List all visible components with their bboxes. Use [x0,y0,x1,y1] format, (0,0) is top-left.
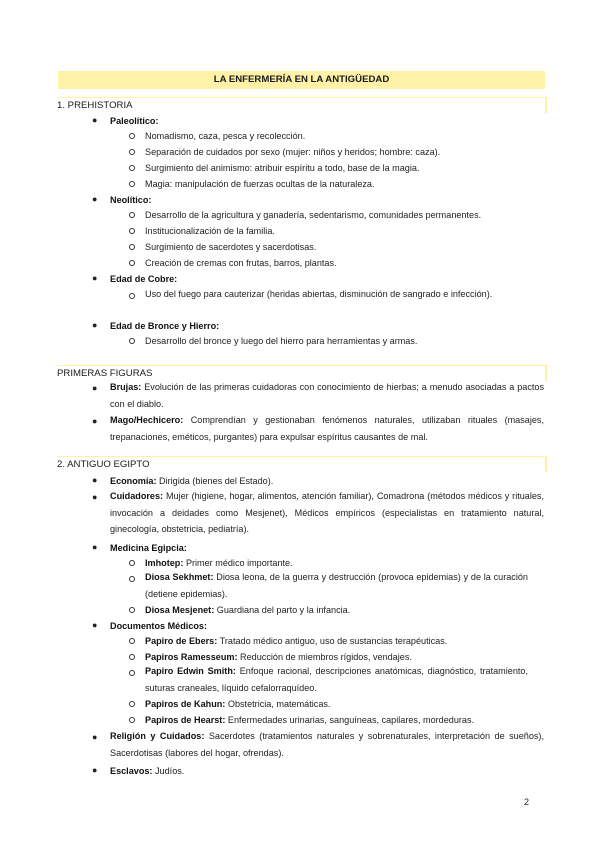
list-item: Surgimiento de sacerdotes y sacerdotisas. [145,242,317,252]
list-item: Desarrollo de la agricultura y ganadería, sedentarismo, comunidades permanentes. [145,210,482,220]
cobre-label: Edad de Cobre: [110,274,178,284]
list-item: Creación de cremas con frutas, barros, plantas. [145,258,337,268]
paleolitico-label: Paleolítico: [110,116,159,126]
bullet-icon: ● [92,320,98,330]
circle-bullet-icon [129,654,135,660]
list-item: Imhotep: Primer médico importante. [145,558,293,568]
circle-bullet-icon [129,212,135,218]
bullet-icon: ● [92,115,98,125]
bullet-icon: ● [92,273,98,283]
list-item: Diosa Sekhmet: Diosa leona, de la guerra y destrucción (provoca epidemias) y de la curación (detiene epidemias). [145,572,528,599]
mago-paragraph: Mago/Hechicero: Comprendían y gestionaban fenómenos naturales, utilizaban rituales (masajes, trepanaciones, eméticos, purgantes) para expulsar espíritus causantes de mal. [110,415,544,442]
list-item: Papiros Ramesseum: Reducción de miembros rígidos, vendajes. [145,652,412,662]
bullet-icon: ● [92,475,98,485]
list-item: Papiro Edwin Smith: Enfoque racional, descripciones anatómicas, diagnóstico, tratamiento, suturas craneales, líquido cefalorraquídeo. [145,666,528,693]
bullet-icon: ● [92,542,98,552]
section-heading-egipto: 2. ANTIGUO EGIPTO [57,456,547,472]
circle-bullet-icon [129,228,135,234]
bullet-icon: ● [92,620,98,630]
bullet-icon: ● [92,492,98,502]
list-item: Papiro de Ebers: Tratado médico antiguo, uso de sustancias terapéuticas. [145,636,448,646]
list-item: Nomadismo, caza, pesca y recolección. [145,131,306,141]
list-item: Surgimiento del animismo: atribuir espíritu a todo, base de la magia. [145,163,420,173]
circle-bullet-icon [129,244,135,250]
circle-bullet-icon [129,638,135,644]
circle-bullet-icon [129,560,135,566]
circle-bullet-icon [129,149,135,155]
brujas-paragraph: Brujas: Evolución de las primeras cuidadoras con conocimiento de hierbas; a menudo asociadas a pactos con el diablo. [110,382,544,409]
list-item: Papiros de Kahun: Obstetricia, matemáticas. [145,699,331,709]
list-item: Magia: manipulación de fuerzas ocultas de la naturaleza. [145,179,375,189]
circle-bullet-icon [129,260,135,266]
page-title: LA ENFERMERÍA EN LA ANTIGÜEDAD [58,71,545,89]
bullet-icon: ● [92,732,98,742]
page-number: 2 [524,797,530,807]
circle-bullet-icon [129,338,135,344]
documentos-label: Documentos Médicos: [110,621,208,631]
neolitico-label: Neolítico: [110,195,152,205]
list-item: Institucionalización de la familia. [145,226,275,236]
section-heading-primeras-figuras: PRIMERAS FIGURAS [57,365,547,381]
medicina-label: Medicina Egipcia: [110,543,187,553]
circle-bullet-icon [129,133,135,139]
list-item: Uso del fuego para cauterizar (heridas abiertas, disminución de sangrado e infección). [145,289,493,299]
circle-bullet-icon [129,717,135,723]
bullet-icon: ● [92,765,98,775]
economia-item: Economía: Dirigida (bienes del Estado). [110,476,274,486]
circle-bullet-icon [129,165,135,171]
circle-bullet-icon [129,181,135,187]
esclavos-item: Esclavos: Judíos. [110,766,185,776]
circle-bullet-icon [129,607,135,613]
bullet-icon: ● [92,194,98,204]
bullet-icon: ● [92,383,98,393]
list-item: Separación de cuidados por sexo (mujer: niños y heridos; hombre: caza). [145,147,441,157]
bronce-label: Edad de Bronce y Hierro: [110,321,220,331]
bullet-icon: ● [92,416,98,426]
section-heading-prehistoria: 1. PREHISTORIA [57,97,547,113]
circle-bullet-icon [129,701,135,707]
circle-bullet-icon [129,293,135,299]
list-item: Desarrollo del bronce y luego del hierro para herramientas y armas. [145,336,418,346]
circle-bullet-icon [129,670,135,676]
circle-bullet-icon [129,576,135,582]
list-item: Diosa Mesjenet: Guardiana del parto y la infancia. [145,605,351,615]
list-item: Papiros de Hearst: Enfermedades urinarias, sanguíneas, capilares, mordeduras. [145,715,475,725]
cuidadores-paragraph: Cuidadores: Mujer (higiene, hogar, alimentos, atención familiar), Comadrona (métodos médicos y rituales, invocación a deidades como Mesjenet), Médicos empíricos (especialistas en tratamiento natural, ginecología, obstetricia, pediatría). [110,491,545,534]
religion-paragraph: Religión y Cuidados: Sacerdotes (tratamientos naturales y sobrenaturales, interpretación de sueños), Sacerdotisas (labores del hogar, ofrendas). [110,731,544,758]
